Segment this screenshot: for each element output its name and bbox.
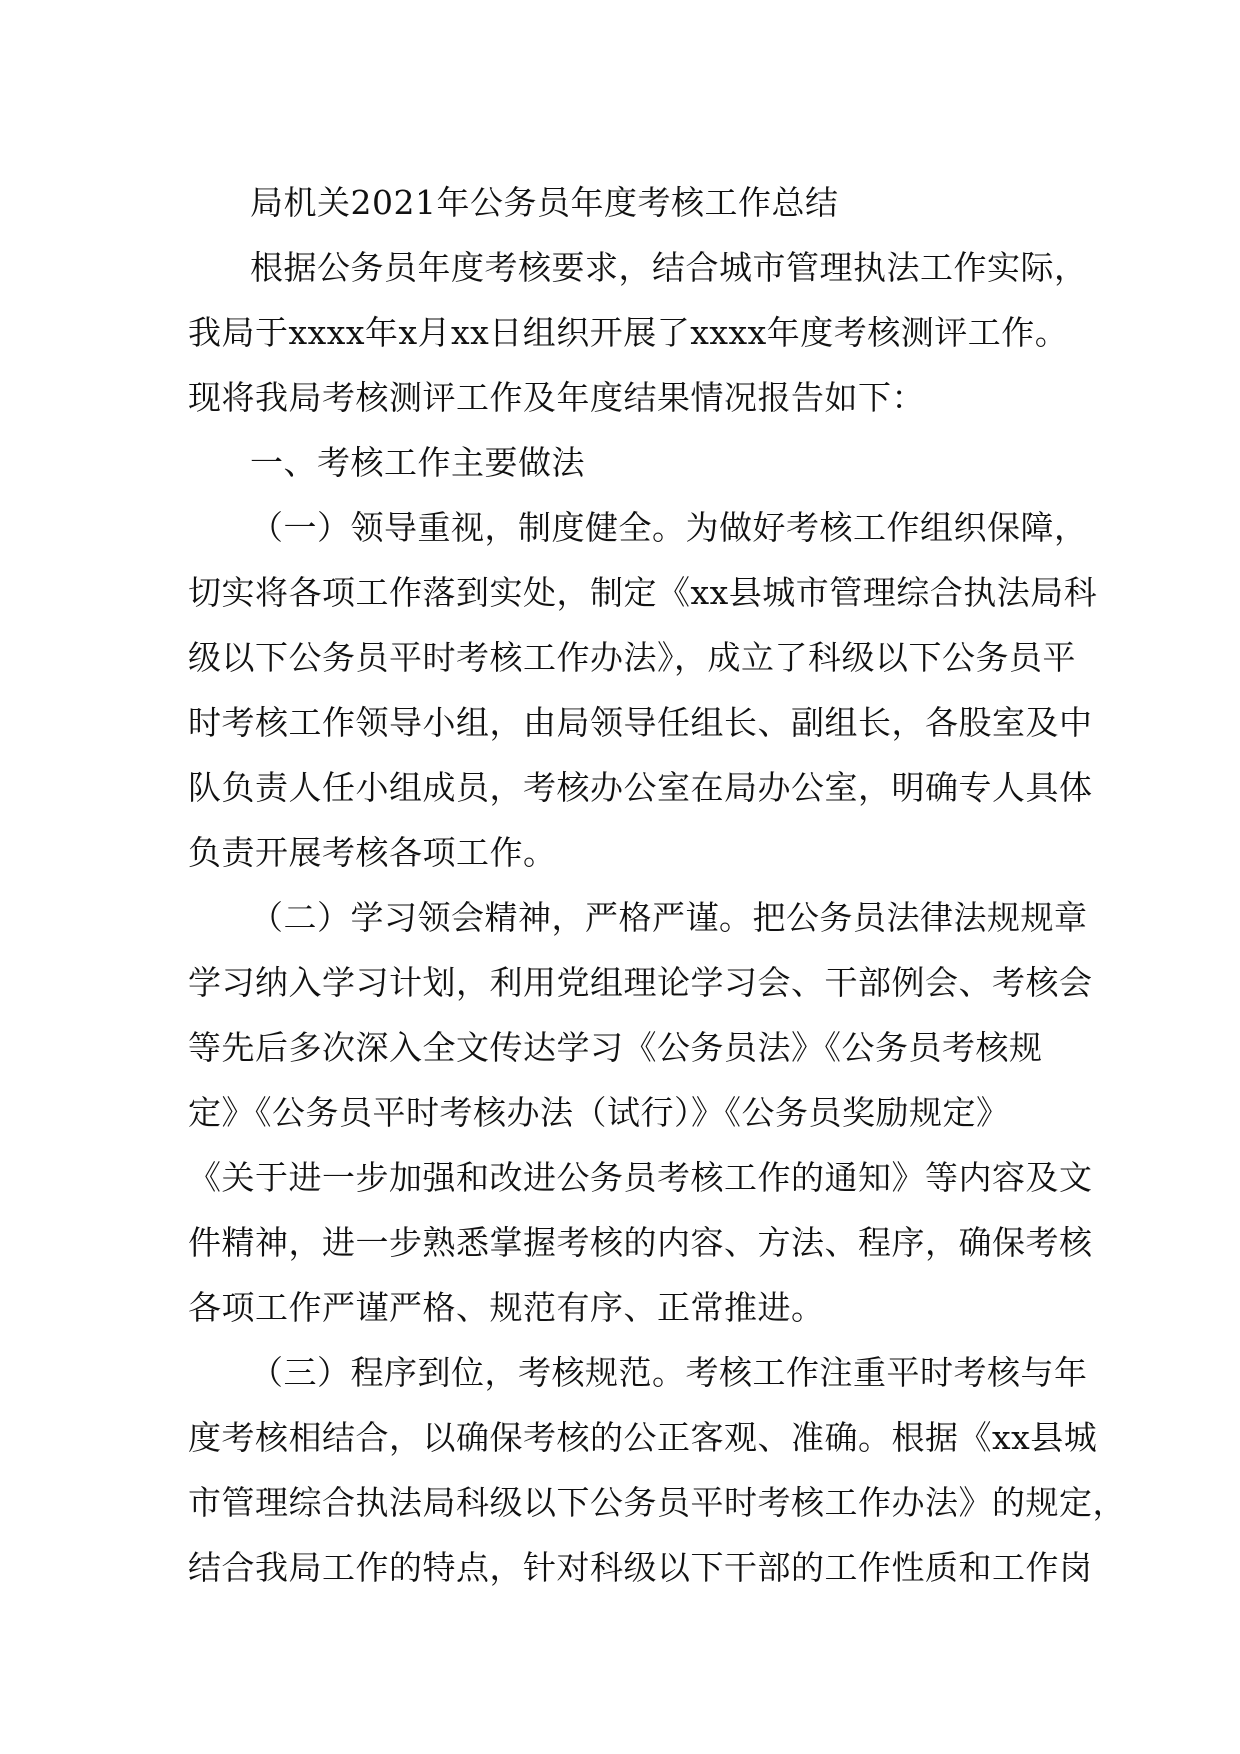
paragraph-line: 定》《公务员平时考核办法（试行）》《公务员奖励规定》: [188, 1093, 1010, 1132]
section-heading-1: [188, 430, 1068, 495]
paragraph-line: 学习纳入学习计划，利用党组理论学习会、干部例会、考核会: [188, 963, 1093, 1002]
paragraph-line: 负责开展考核各项工作。: [188, 833, 557, 872]
paragraph-line: 切实将各项工作落到实处，制定《xx县城市管理综合执法局科: [188, 573, 1098, 612]
paragraph-item-3: [188, 1340, 1126, 1600]
document-title: 局机关2021年公务员年度考核工作总结: [250, 183, 839, 222]
paragraph-line: 级以下公务员平时考核工作办法》，成立了科级以下公务员平: [188, 638, 1076, 677]
document-body: [188, 170, 1126, 1600]
paragraph-line: 等先后多次深入全文传达学习《公务员法》《公务员考核规: [188, 1028, 1043, 1067]
paragraph-line: 根据公务员年度考核要求，结合城市管理执法工作实际，: [250, 248, 1088, 287]
paragraph-line: 队负责人任小组成员，考核办公室在局办公室，明确专人具体: [188, 768, 1093, 807]
paragraph-line: 结合我局工作的特点，针对科级以下干部的工作性质和工作岗: [188, 1548, 1093, 1587]
paragraph-line: （一）领导重视，制度健全。为做好考核工作组织保障，: [250, 508, 1088, 547]
paragraph-line: 度考核相结合，以确保考核的公正客观、准确。根据《xx县城: [188, 1418, 1098, 1457]
paragraph-line: 各项工作严谨严格、规范有序、正常推进。: [188, 1288, 825, 1327]
paragraph-intro: [188, 235, 1088, 430]
paragraph-line: （三）程序到位，考核规范。考核工作注重平时考核与年: [250, 1353, 1088, 1392]
paragraph-line: 我局于xxxx年x月xx日组织开展了xxxx年度考核测评工作。: [188, 313, 1069, 352]
paragraph-line: 现将我局考核测评工作及年度结果情况报告如下：: [188, 378, 925, 417]
paragraph-line: （二）学习领会精神，严格严谨。把公务员法律法规规章: [250, 898, 1088, 937]
paragraph-item-1: [188, 495, 1098, 885]
paragraph-line: 市管理综合执法局科级以下公务员平时考核工作办法》的规定，: [188, 1483, 1126, 1522]
section-heading: 一、考核工作主要做法: [250, 443, 585, 482]
paragraph-line: 件精神，进一步熟悉掌握考核的内容、方法、程序，确保考核: [188, 1223, 1093, 1262]
paragraph-line: 《关于进一步加强和改进公务员考核工作的通知》等内容及文: [188, 1158, 1093, 1197]
paragraph-item-2: [188, 885, 1093, 1340]
paragraph-line: 时考核工作领导小组，由局领导任组长、副组长，各股室及中: [188, 703, 1093, 742]
